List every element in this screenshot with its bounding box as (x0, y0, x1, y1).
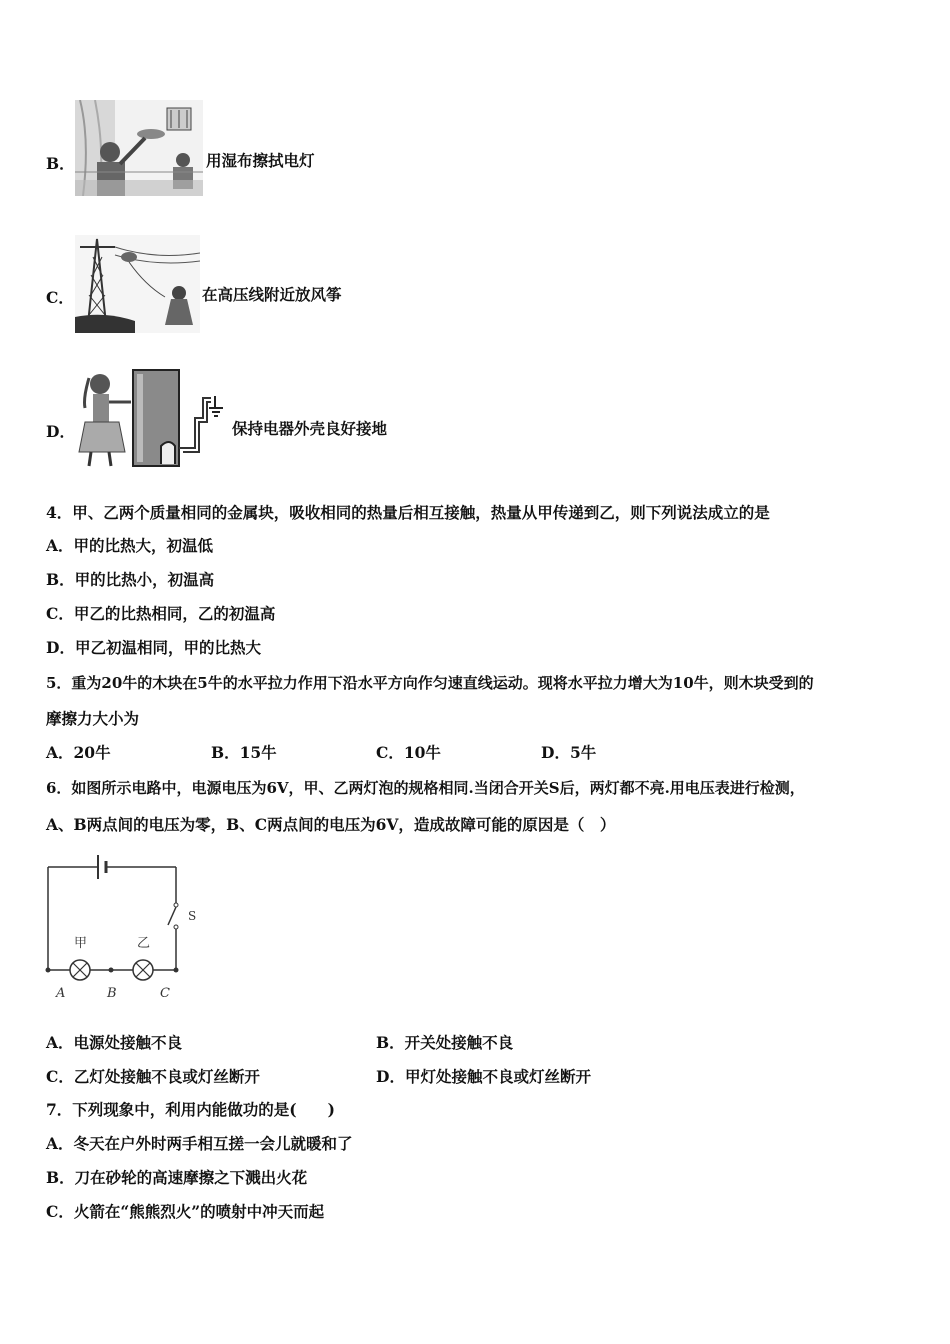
q6-stem-line2: A、B两点间的电压为零，B、C两点间的电压为6V，造成故障可能的原因是（ ） (46, 815, 616, 834)
point-a-label: A (56, 986, 66, 1001)
q7-option-a: A．冬天在户外时两手相互搓一会儿就暖和了 (46, 1134, 353, 1153)
q5-stem-line2: 摩擦力大小为 (46, 709, 140, 728)
q4-option-c: C．甲乙的比热相同，乙的初温高 (46, 604, 276, 623)
q3-option-b-letter: B． (46, 154, 75, 173)
q7-stem: 7．下列现象中，利用内能做功的是( ) (46, 1100, 335, 1119)
lamp-yi-label: 乙 (137, 936, 151, 951)
q6-option-a: A．电源处接触不良 (46, 1033, 183, 1052)
point-c-label: C (160, 986, 170, 1001)
q5-option-a: A．20牛 (46, 743, 111, 762)
q5-stem-line1: 5．重为20牛的木块在5牛的水平拉力作用下沿水平方向作匀速直线运动。现将水平拉力增大为10牛，则木块受到的 (46, 674, 814, 692)
q3-option-b-text: 用湿布擦拭电灯 (206, 151, 315, 170)
q7-option-b: B．刀在砂轮的高速摩擦之下溅出火花 (46, 1168, 308, 1187)
q4-stem: 4．甲、乙两个质量相同的金属块，吸收相同的热量后相互接触，热量从甲传递到乙，则下列说法成立的是 (46, 503, 770, 522)
q4-option-a: A．甲的比热大，初温低 (46, 536, 214, 555)
q6-stem-line1: 6．如图所示电路中，电源电压为6V，甲、乙两灯泡的规格相同.当闭合开关S后，两灯都不亮.用电压表进行检测， (46, 779, 805, 797)
kite-near-power-line-illustration (75, 235, 200, 333)
q4-option-b: B．甲的比热小，初温高 (46, 570, 215, 589)
q5-option-d: D．5牛 (541, 743, 597, 762)
wet-cloth-lamp-illustration (75, 100, 203, 196)
q3-option-d-letter: D． (46, 422, 75, 441)
switch-label: S (188, 909, 197, 923)
grounded-appliance-illustration (75, 368, 230, 468)
q7-option-c: C．火箭在“熊熊烈火”的喷射中冲天而起 (46, 1202, 325, 1221)
q5-option-c: C．10牛 (376, 743, 441, 762)
q3-option-c-text: 在高压线附近放风筝 (202, 285, 342, 304)
q6-option-b: B．开关处接触不良 (376, 1033, 514, 1052)
q6-option-c: C．乙灯处接触不良或灯丝断开 (46, 1067, 260, 1086)
point-b-label: B (107, 986, 117, 1001)
q3-option-c-letter: C． (46, 288, 74, 307)
q5-option-b: B．15牛 (211, 743, 277, 762)
q3-option-d-text: 保持电器外壳良好接地 (232, 419, 388, 438)
circuit-diagram (40, 845, 210, 1005)
q6-option-d: D．甲灯处接触不良或灯丝断开 (376, 1067, 591, 1086)
lamp-jia-label: 甲 (74, 936, 88, 951)
q4-option-d: D．甲乙初温相同，甲的比热大 (46, 638, 261, 657)
